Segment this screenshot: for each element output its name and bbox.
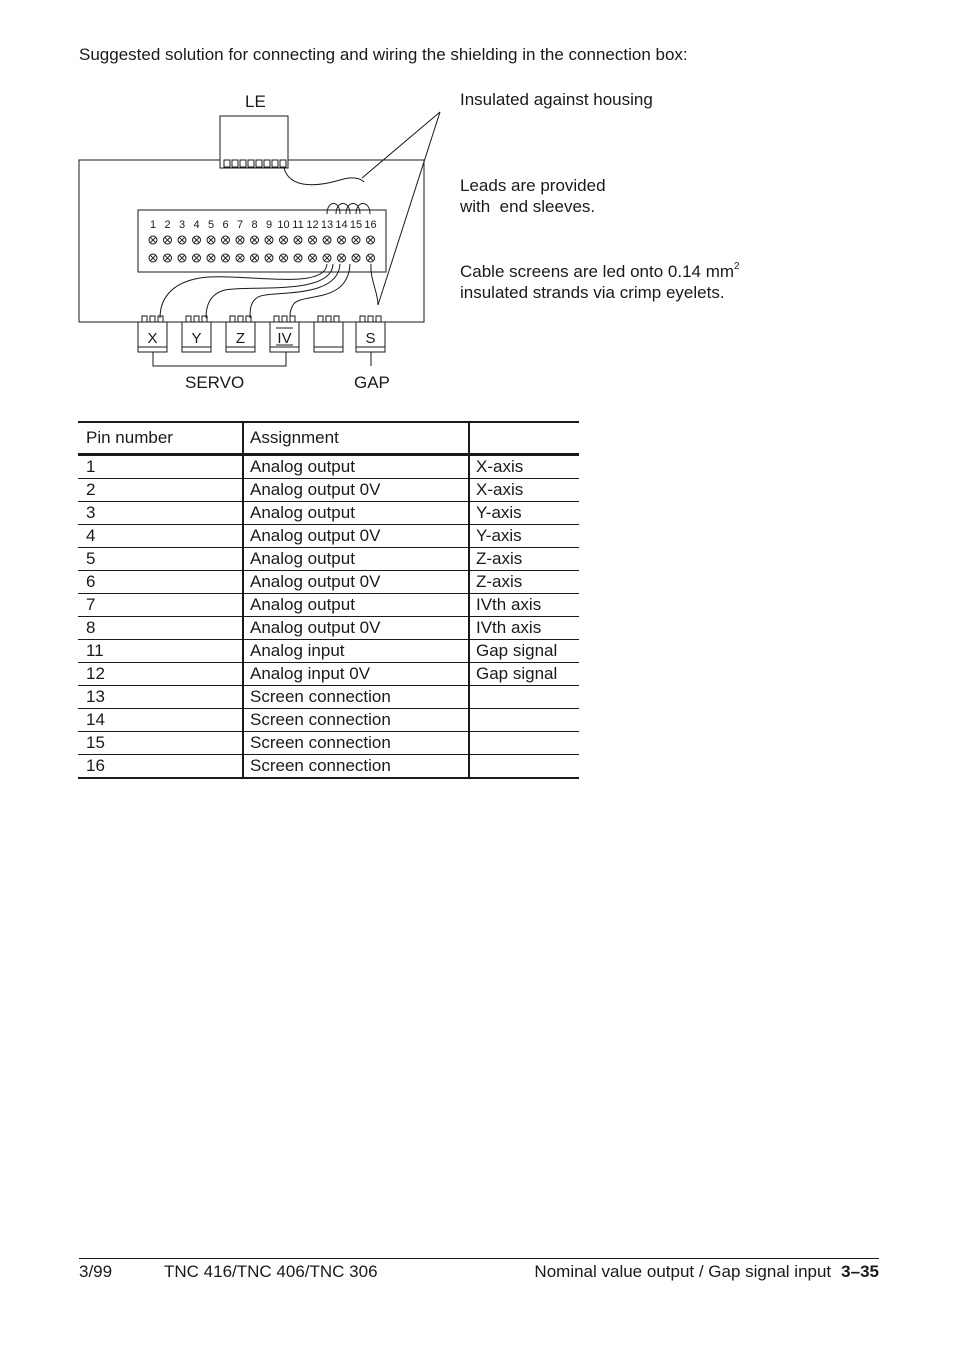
screw-terminal — [367, 254, 375, 262]
terminals — [149, 236, 375, 262]
note-cable-sup: 2 — [734, 261, 740, 272]
pin-number-label: 6 — [222, 219, 229, 231]
screw-terminal — [265, 236, 273, 244]
cell-axis: Z-axis — [469, 571, 579, 594]
le-label: LE — [245, 92, 266, 111]
terminal-block — [138, 210, 386, 272]
cell-assignment: Screen connection — [243, 732, 469, 755]
cell-pin: 8 — [78, 617, 243, 640]
pin-number-label: 10 — [277, 219, 290, 231]
header-pin-number: Pin number — [78, 422, 243, 455]
table-row — [78, 455, 579, 479]
table-row — [78, 502, 579, 525]
pin-number-label: 11 — [292, 219, 304, 231]
note-cable-screens — [460, 261, 740, 303]
pin-number-label: 7 — [236, 219, 244, 231]
pin-number-label: 4 — [193, 219, 200, 231]
table-row — [78, 709, 579, 732]
screw-terminal — [294, 254, 302, 262]
pin-assignment-table — [78, 421, 579, 779]
connector-label: Z — [235, 330, 246, 347]
cell-axis: X-axis — [469, 455, 579, 479]
footer-date: 3/99 — [79, 1262, 113, 1281]
screw-terminal — [280, 254, 288, 262]
table-row — [78, 686, 579, 709]
shield-coil — [327, 204, 370, 215]
screw-terminal — [338, 254, 346, 262]
screw-terminal — [265, 254, 273, 262]
pin-number-label: 1 — [149, 219, 157, 231]
table-row — [78, 617, 579, 640]
screw-terminal — [323, 236, 331, 244]
cell-axis: Y-axis — [469, 502, 579, 525]
connector — [138, 316, 167, 352]
pin-number-label: 2 — [164, 219, 171, 231]
footer-section-title: Nominal value output / Gap signal input — [534, 1262, 832, 1281]
cell-assignment: Analog output 0V — [243, 525, 469, 548]
footer-page-number: 3–35 — [841, 1262, 879, 1281]
connector-label: S — [365, 330, 376, 347]
cell-assignment: Analog output 0V — [243, 617, 469, 640]
table-row — [78, 732, 579, 755]
cell-assignment: Analog output — [243, 594, 469, 617]
pin-numbers — [150, 219, 377, 231]
pin-number-label: 14 — [335, 219, 348, 231]
cell-axis: IVth axis — [469, 617, 579, 640]
screw-terminal — [236, 254, 244, 262]
cell-pin: 2 — [78, 479, 243, 502]
cell-assignment: Analog input 0V — [243, 663, 469, 686]
cell-pin: 1 — [78, 455, 243, 479]
screw-terminal — [309, 254, 317, 262]
cell-pin: 4 — [78, 525, 243, 548]
screw-terminal — [193, 236, 201, 244]
screw-terminal — [352, 254, 360, 262]
cell-assignment: Screen connection — [243, 755, 469, 779]
table-row — [78, 663, 579, 686]
cell-axis: X-axis — [469, 479, 579, 502]
screw-terminal — [352, 236, 360, 244]
screw-terminal — [251, 236, 259, 244]
screw-terminal — [251, 254, 259, 262]
pin-number-label: 9 — [265, 219, 273, 231]
connector — [226, 316, 255, 352]
cell-axis: Y-axis — [469, 525, 579, 548]
connector-label: X — [147, 330, 158, 347]
table-row — [78, 594, 579, 617]
screw-terminal — [222, 236, 230, 244]
screw-terminal — [207, 254, 215, 262]
connector — [356, 316, 385, 352]
cell-axis — [469, 709, 579, 732]
screw-terminal — [193, 254, 201, 262]
cell-pin: 6 — [78, 571, 243, 594]
pointer-line-1 — [362, 112, 440, 178]
cell-pin: 16 — [78, 755, 243, 779]
servo-bracket — [153, 352, 286, 366]
cell-pin: 5 — [78, 548, 243, 571]
table-row — [78, 571, 579, 594]
pin-number-label: 15 — [349, 219, 363, 231]
cell-assignment: Analog output 0V — [243, 571, 469, 594]
connectors — [138, 316, 385, 352]
table-row — [78, 640, 579, 663]
footer-section — [534, 1262, 879, 1282]
screw-terminal — [149, 236, 157, 244]
note-leads-line1: Leads are provided — [460, 176, 606, 195]
screw-terminal — [149, 254, 157, 262]
cell-assignment: Screen connection — [243, 686, 469, 709]
cell-pin: 3 — [78, 502, 243, 525]
screw-terminal — [280, 236, 288, 244]
screw-terminal — [367, 236, 375, 244]
screw-terminal — [207, 236, 215, 244]
cell-pin: 7 — [78, 594, 243, 617]
cell-axis: Z-axis — [469, 548, 579, 571]
cell-assignment: Analog output — [243, 548, 469, 571]
cell-assignment: Screen connection — [243, 709, 469, 732]
table-row — [78, 525, 579, 548]
gap-label: GAP — [354, 373, 390, 392]
cell-pin: 14 — [78, 709, 243, 732]
pin-number-label: 3 — [178, 219, 186, 231]
screw-terminal — [236, 236, 244, 244]
pointer-line-2 — [378, 112, 440, 305]
cell-pin: 15 — [78, 732, 243, 755]
cell-assignment: Analog output 0V — [243, 479, 469, 502]
note-leads — [460, 175, 606, 217]
pin-number-label: 5 — [207, 219, 215, 231]
servo-label: SERVO — [185, 373, 245, 392]
header-assignment: Assignment — [243, 422, 469, 455]
screw-terminal — [164, 254, 172, 262]
note-leads-line2: with end sleeves. — [460, 197, 596, 216]
cell-axis: Gap signal — [469, 640, 579, 663]
cell-pin: 11 — [78, 640, 243, 663]
table-row — [78, 548, 579, 571]
header-axis — [469, 422, 579, 455]
screw-terminal — [338, 236, 346, 244]
screen-cable-s — [371, 264, 378, 305]
pin-number-label: 12 — [306, 219, 319, 231]
connection-box-housing — [79, 160, 424, 322]
cell-assignment: Analog output — [243, 455, 469, 479]
connector-label: Y — [191, 330, 202, 347]
pin-number-label: 16 — [364, 219, 377, 231]
screw-terminal — [323, 254, 331, 262]
screw-terminal — [294, 236, 302, 244]
cell-pin: 13 — [78, 686, 243, 709]
le-lead — [284, 168, 364, 185]
table-row — [78, 479, 579, 502]
connector — [314, 316, 343, 352]
footer-model: TNC 416/TNC 406/TNC 306 — [164, 1262, 378, 1281]
connector-label: IV — [277, 330, 292, 347]
note-cable-line1: Cable screens are led onto 0.14 mm — [460, 262, 735, 281]
footer-rule — [79, 1258, 879, 1259]
intro-text: Suggested solution for connecting and wiring the shielding in the connection box: — [79, 45, 688, 64]
pin-number-label: 8 — [251, 219, 258, 231]
screw-terminal — [309, 236, 317, 244]
screw-terminal — [222, 254, 230, 262]
screw-terminal — [178, 236, 186, 244]
connector — [182, 316, 211, 352]
cell-assignment: Analog input — [243, 640, 469, 663]
table-header-row — [78, 422, 579, 455]
connector — [270, 316, 299, 352]
note-insulated-text: Insulated against housing — [460, 90, 653, 109]
screw-terminal — [164, 236, 172, 244]
cell-axis — [469, 755, 579, 779]
cell-axis — [469, 732, 579, 755]
cell-pin: 12 — [78, 663, 243, 686]
note-cable-line2: insulated strands via crimp eyelets. — [460, 283, 725, 302]
note-insulated — [460, 89, 653, 110]
table-row — [78, 755, 579, 779]
cell-axis: Gap signal — [469, 663, 579, 686]
cell-assignment: Analog output — [243, 502, 469, 525]
cell-axis: IVth axis — [469, 594, 579, 617]
pin-number-label: 13 — [320, 219, 334, 231]
screw-terminal — [178, 254, 186, 262]
cell-axis — [469, 686, 579, 709]
